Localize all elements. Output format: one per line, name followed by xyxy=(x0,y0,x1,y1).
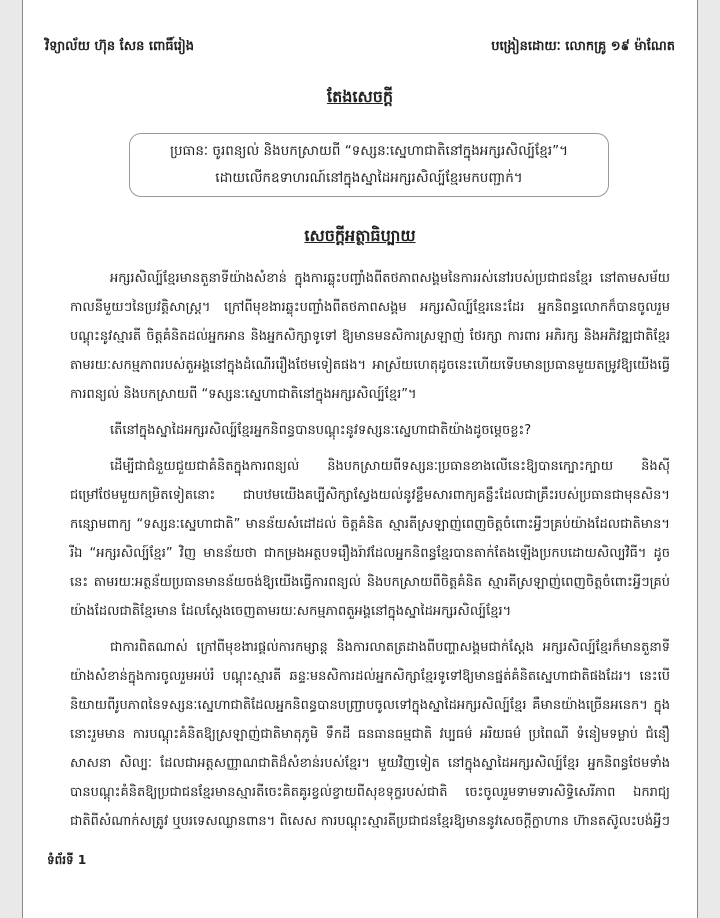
school-name: វិទ្យាល័យ ហ៊ុន សែន ពោធិ៍រៀង xyxy=(45,39,195,54)
teacher-name: បង្រៀនដោយៈ លោកគ្រូ ១៩ ម៉ាណែត xyxy=(491,39,675,54)
prompt-box xyxy=(129,133,609,197)
document-page xyxy=(22,0,698,918)
paragraph: តើនៅក្នុងស្នាដៃអក្សរសិល្ប៍ខ្មែរអ្នកនិពន្ធបានបណ្តុះនូវទស្សនៈស្នេហាជាតិយ៉ាងដូចម្តេចខ្លះ? xyxy=(110,423,532,438)
document-title: តែងសេចក្តី xyxy=(326,87,393,106)
paragraph: ដើម្បីជាជំនួយជួយជាគំនិតក្នុងការពន្យល់ និងបកស្រាយពីទស្សនៈប្រធានខាងលើនេះឱ្យបានក្បោះក្បាយ និងស៊ីជម្រៅថែមមួយកម្រិតទៀតនោះ ជាបឋមយើងគប្បីសិក្សាស្វែងយល់នូវខ្លឹមសារពាក្យគន្លឹះដែលជាគ្រឹះរបស់ប្រធានជាមុនសិន។ កន្សោមពាក្យ “ទស្សនៈស្នេហាជាតិ” មានន័យសំដៅដល់ ចិត្តគំនិត ស្មារតីស្រឡាញ់ពេញចិត្តចំពោះអ្វីៗគ្រប់យ៉ាងដែលជាតិមាន។ រីឯ “អក្សរសិល្ប៍ខ្មែរ” វិញ មានន័យថា ជាកម្រងអត្ថបទរឿងរ៉ាវដែលអ្នកនិពន្ធខ្មែរបានតាក់តែងឡើងប្រកបដោយសិល្បវិធី។ ដូចនេះ តាមរយៈអត្ថន័យប្រធានមានន័យចង់ឱ្យយើងធ្វើការពន្យល់ និងបកស្រាយពីចិត្តគំនិត ស្មារតីស្រឡាញ់ពេញចិត្តចំពោះអ្វីៗគ្រប់យ៉ាងដែលជាតិខ្មែរមាន ដែលស្តែងចេញតាមរយៈសកម្មភាពតួអង្គនៅក្នុងស្នាដៃអក្សរសិល្ប៍ខ្មែរ។ xyxy=(70,459,670,619)
prompt-line-2: ដោយលើកឧទាហរណ៍នៅក្នុងស្នាដៃអក្សរសិល្ប៍ខ្មែរមកបញ្ជាក់។ xyxy=(215,170,523,186)
paragraph: អក្សរសិល្ប៍ខ្មែរមានតួនាទីយ៉ាងសំខាន់ ក្នុងការឆ្លុះបញ្ចាំងពីតថភាពសង្គមនៃការរស់នៅរបស់ប្រជាជនខ្មែរ នៅតាមសម័យកាលនីមួយៗនៃប្រវត្តិសាស្ត្រ។ ក្រៅពីមុខងារឆ្លុះបញ្ចាំងពីតថភាពសង្គម អក្សរសិល្ប៍ខ្មែរនេះដែរ អ្នកនិពន្ធលោកក៏បានចូលរួមបណ្តុះនូវស្មារតី ចិត្តគំនិតដល់អ្នកអាន និងអ្នកសិក្សាទូទៅ ឱ្យមានមនសិការស្រឡាញ់ ថែរក្សា ការពារ អភិរក្ស និងអភិវឌ្ឍជាតិខ្មែរ តាមរយៈសកម្មភាពរបស់តួអង្គនៅក្នុងដំណើររឿងថែមទៀតផង។ អាស្រ័យហេតុដូចនេះហើយទើបមានប្រធានមួយតម្រូវឱ្យយើងធ្វើការពន្យល់ និងបកស្រាយពី “ទស្សនៈស្នេហាជាតិនៅក្នុងអក្សរសិល្ប៍ខ្មែរ”។ xyxy=(70,271,670,402)
essay-body xyxy=(70,264,670,843)
paragraph: ជាការពិតណាស់ ក្រៅពីមុខងារផ្តល់ការកម្សាន្ត និងការលាតត្រដាងពីបញ្ហាសង្គមជាក់ស្តែង អក្សរសិល្ប៍ខ្មែរក៏មានតួនាទីយ៉ាងសំខាន់ក្នុងការចូលរួមអប់រំ បណ្តុះស្មារតី ឆន្ទៈមនសិការដល់អ្នកសិក្សាខ្មែរទូទៅឱ្យមានផ្នត់គំនិតស្នេហាជាតិផងដែរ។ នេះបើនិយាយពីរូបភាពនៃទស្សនៈស្នេហាជាតិដែលអ្នកនិពន្ធបានបញ្ជ្រាបចូលទៅក្នុងស្នាដៃអក្សរសិល្ប៍ខ្មែរ គឺមានយ៉ាងច្រើនអនេក។ ក្នុងនោះរួមមាន ការបណ្តុះគំនិតឱ្យស្រឡាញ់ជាតិមាតុភូមិ ទឹកដី ធនធានធម្មជាតិ វប្បធម៌ អរិយធម៌ ប្រពៃណី ទំនៀមទម្លាប់ ជំនឿ សាសនា សិល្បៈ ដែលជាអត្តសញ្ញាណជាតិដ៏សំខាន់របស់ខ្មែរ។ មួយវិញទៀត នៅក្នុងស្នាដៃអក្សរសិល្ប៍ខ្មែរ អ្នកនិពន្ធថែមទាំងបានបណ្តុះគំនិតឱ្យប្រជាជនខ្មែរមានស្មារតីចេះគិតគូរខ្វល់ខ្វាយពីសុខទុក្ខរបស់ជាតិ ចេះចូលរួមទាមទារសិទ្ធិសេរីភាព ឯករាជ្យជាតិពីសំណាក់សត្រូវ ឬបរទេសឈ្លានពាន។ ពិសេស ការបណ្តុះស្មារតីប្រជាជនខ្មែរឱ្យមាននូវសេចក្តីក្លាហាន ហ៊ានតស៊ូលះបង់អ្វីៗ xyxy=(70,640,670,829)
page-number: ទំព័រទី 1 xyxy=(47,853,87,867)
prompt-line-1: ប្រធានៈ ចូរពន្យល់ និងបកស្រាយពី “ទស្សនៈស្នេហាជាតិនៅក្នុងអក្សរសិល្ប៍ខ្មែរ”។ xyxy=(169,143,569,159)
section-subtitle: សេចក្តីអត្ថាធិប្បាយ xyxy=(304,226,416,245)
